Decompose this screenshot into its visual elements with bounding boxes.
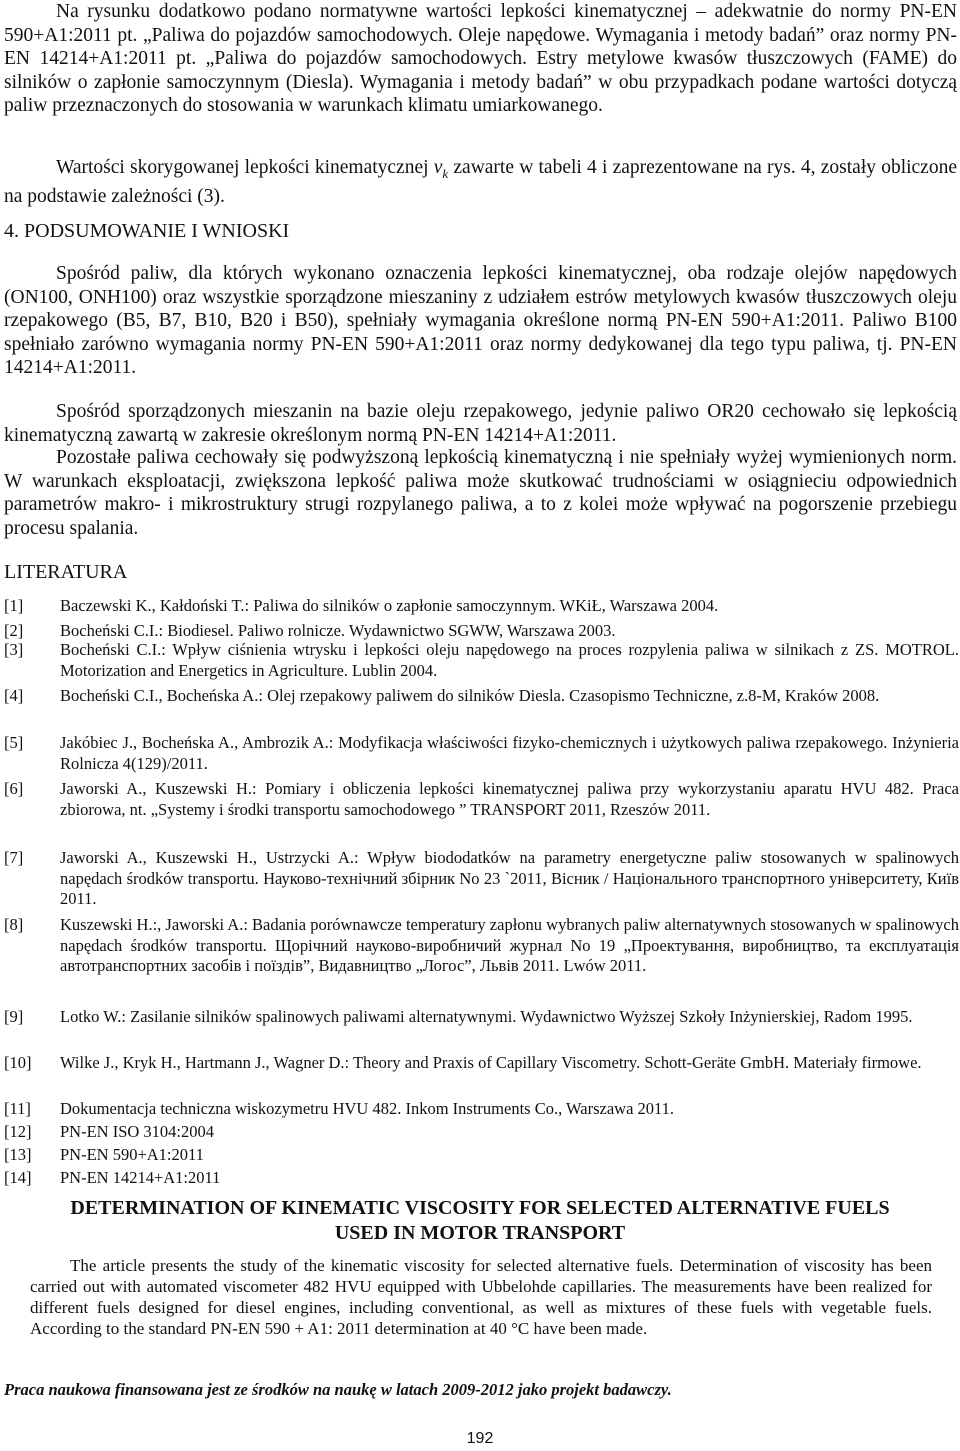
page-number: 192 (466, 1430, 494, 1447)
reference-item (4, 1007, 959, 1028)
literature-heading: LITERATURA (4, 561, 128, 583)
reference-item (4, 733, 959, 774)
paragraph-text: zawarte w tabeli 4 i zaprezentowane na rys. 4, zostały obliczone na podstawie zależności (3). (4, 157, 957, 208)
reference-text: Jaworski A., Kuszewski H., Ustrzycki A.: Wpływ biododatków na parametry energetyczne paliw stosowanych w spalinowych napędach środków transportu. Науково-технічний збірник No 23 `2011, Вісник / Національного транспортного університету, Київ 2011. (60, 848, 959, 908)
reference-item (4, 596, 959, 617)
reference-item (4, 686, 959, 707)
reference-number: [8] (4, 915, 24, 934)
reference-text: Bocheński C.I.: Wpływ ciśnienia wtrysku i lepkości oleju napędowego na proces rozpylenia paliwa w silnikach z ZS. MOTROL. Motorization and Energetics in Agriculture. Lublin 2004. (60, 640, 959, 680)
reference-text: Jaworski A., Kuszewski H.: Pomiary i obliczenia lepkości kinematycznej paliwa przy wykorzystaniu aparatu HVU 482. Praca zbiorowa, nt. „Systemy i środki transportu samochodowego ” TRANSPORT 2011, Rzeszów 2011. (60, 779, 959, 819)
reference-text: Lotko W.: Zasilanie silników spalinowych paliwami alternatywnymi. Wydawnictwo Wyższej Szkoły Inżynierskiej, Radom 1995. (60, 1007, 913, 1026)
conclusion-paragraph: Pozostałe paliwa cechowały się podwyższoną lepkością kinematyczną i nie spełniały wyżej wymienionych norm. W warunkach eksploatacji, zwiększona lepkość paliwa może skutkować trudnościami w osiągnieciu odpowiednich parametrów makro- i mikrostruktury strugi rozpylanego paliwa, a to z kolei może wpływać na pogorszenie przebiegu procesu spalania. (4, 447, 957, 539)
reference-item (4, 1145, 959, 1166)
reference-text: Bocheński C.I.: Biodiesel. Paliwo rolnicze. Wydawnictwo SGWW, Warszawa 2003. (60, 621, 616, 640)
reference-item (4, 915, 959, 977)
reference-text: Kuszewski H.:, Jaworski A.: Badania porównawcze temperatury zapłonu wybranych paliw alternatywnych stosowanych w spalinowych napędach środków transportu. Щорічний науково-виробничий журнал No 19 „Проектування, виробництво, та експлуатація автотранспортних засобів і поїздів”, Видавництво „Логос”, Львів 2011. Lwów 2011. (60, 915, 960, 975)
reference-text: Dokumentacja techniczna wiskozymetru HVU 482. Inkom Instruments Co., Warszawa 2011. (60, 1099, 675, 1118)
reference-text: Wilke J., Kryk H., Hartmann J., Wagner D.: Theory and Praxis of Capillary Viscometry. Schott-Geräte GmbH. Materiały firmowe. (60, 1053, 922, 1072)
reference-number: [13] (4, 1145, 32, 1164)
section-heading-conclusions: 4. PODSUMOWANIE I WNIOSKI (4, 220, 290, 242)
english-title-line2: USED IN MOTOR TRANSPORT (334, 1222, 626, 1244)
paragraph-corrected-viscosity (4, 156, 957, 209)
paragraph-text: Wartości skorygowanej lepkości kinematycznej (56, 157, 434, 178)
reference-number: [10] (4, 1053, 32, 1072)
reference-item (4, 779, 959, 820)
conclusion-paragraph: Spośród sporządzonych mieszanin na bazie oleju rzepakowego, jedynie paliwo OR20 cechowało się lepkością kinematyczną zawartą w zakresie określonym normą PN-EN 14214+A1:2011. (4, 401, 957, 446)
reference-item (4, 1122, 959, 1143)
reference-text: Jakóbiec J., Bocheńska A., Ambrozik A.: Modyfikacja właściwości fizyko-chemicznych i użytkowych paliwa rzepakowego. Inżynieria Rolnicza 4(129)/2011. (60, 733, 959, 773)
reference-number: [11] (4, 1099, 31, 1118)
reference-item (4, 621, 959, 642)
reference-item (4, 1168, 959, 1189)
variable-v: v (433, 157, 443, 178)
reference-text: Bocheński C.I., Bocheńska A.: Olej rzepakowy paliwem do silników Diesla. Czasopismo Techniczne, z.8-M, Kraków 2008. (60, 686, 880, 705)
reference-number: [12] (4, 1122, 32, 1141)
reference-number: [4] (4, 686, 24, 705)
reference-text: PN-EN 590+A1:2011 (60, 1145, 204, 1164)
reference-text: Baczewski K., Kałdoński T.: Paliwa do silników o zapłonie samoczynnym. WKiŁ, Warszawa 2004. (60, 596, 719, 615)
reference-number: [7] (4, 848, 24, 867)
reference-number: [1] (4, 596, 24, 615)
reference-item (4, 640, 959, 681)
reference-text: PN-EN ISO 3104:2004 (60, 1122, 215, 1141)
reference-item (4, 1053, 959, 1074)
english-abstract: The article presents the study of the kinematic viscosity for selected alternative fuels. Determination of viscosity has been carried out with automated viscometer 482 HVU equipped with Ubbelohde capillaries. The measurements have been realized for different fuels designed for diesel engines, including conventional, as well as mixtures of these fuels with vegetable fuels. According to the standard PN-EN 590 + A1: 2011 determination at 40 °C have been made. (30, 1256, 932, 1338)
reference-item (4, 1099, 959, 1120)
reference-number: [2] (4, 621, 24, 640)
reference-text: PN-EN 14214+A1:2011 (60, 1168, 221, 1187)
funding-note: Praca naukowa finansowana jest ze środków na naukę w latach 2009-2012 jako projekt badawczy. (4, 1380, 672, 1399)
variable-subscript-k: k (442, 165, 449, 181)
reference-number: [9] (4, 1007, 24, 1026)
conclusion-paragraph: Spośród paliw, dla których wykonano oznaczenia lepkości kinematycznej, oba rodzaje olejów napędowych (ON100, ONH100) oraz wszystkie sporządzone mieszaniny z udziałem estrów metylowych kwasów tłuszczowych oleju rzepakowego (B5, B7, B10, B20 i B50), spełniały wymagania określone normą PN-EN 590+A1:2011. Paliwo B100 spełniało zarówno wymagania normy PN-EN 590+A1:2011 oraz normy dedykowanej dla tego typu paliwa, tj. PN-EN 14214+A1:2011. (4, 263, 957, 378)
reference-number: [14] (4, 1168, 32, 1187)
reference-item (4, 848, 959, 910)
reference-number: [6] (4, 779, 24, 798)
reference-number: [3] (4, 640, 24, 659)
reference-number: [5] (4, 733, 24, 752)
english-title-line1: DETERMINATION OF KINEMATIC VISCOSITY FOR SELECTED ALTERNATIVE FUELS (70, 1197, 890, 1219)
paragraph-normative-values: Na rysunku dodatkowo podano normatywne wartości lepkości kinematycznej – adekwatnie do normy PN-EN 590+A1:2011 pt. „Paliwa do pojazdów samochodowych. Oleje napędowe. Wymagania i metody badań” oraz normy PN-EN 14214+A1:2011 pt. „Paliwa do pojazdów samochodowych. Estry metylowe kwasów tłuszczowych (FAME) do silników o zapłonie samoczynnym (Diesla). Wymagania i metody badań” w obu przypadkach podane wartości dotyczą paliw przeznaczonych do stosowania w warunkach klimatu umiarkowanego. (4, 1, 957, 116)
